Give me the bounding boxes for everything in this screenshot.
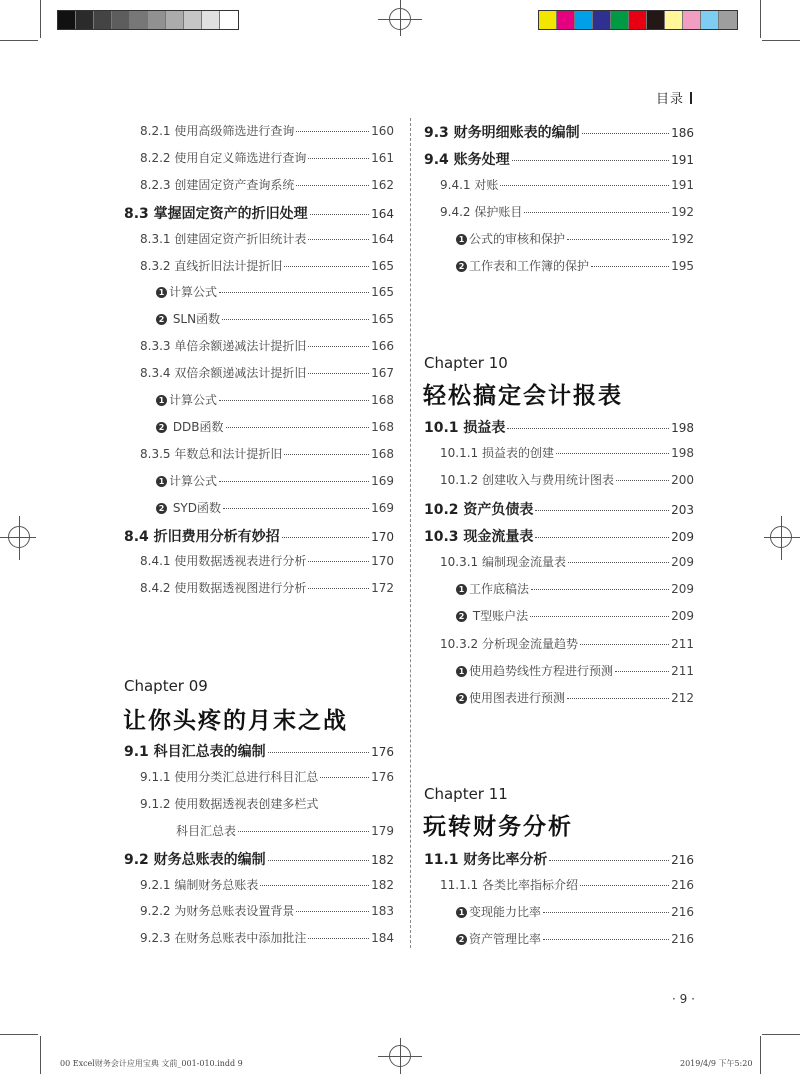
toc-page-number: 195 bbox=[671, 258, 694, 273]
toc-entry-label: 计算公式 bbox=[169, 285, 218, 300]
toc-entry-label: 8.3.3 单倍余额递减法计提折旧 bbox=[140, 339, 307, 354]
color-swatch bbox=[130, 11, 148, 29]
toc-entry bbox=[140, 579, 394, 596]
toc-entry bbox=[156, 283, 394, 300]
toc-entry bbox=[140, 122, 394, 139]
dot-leader bbox=[308, 346, 369, 347]
toc-entry bbox=[140, 230, 394, 247]
color-swatch bbox=[148, 11, 166, 29]
toc-page-number: 198 bbox=[671, 421, 694, 435]
toc-entry bbox=[456, 257, 694, 274]
toc-entry bbox=[140, 445, 394, 462]
toc-entry-label: 10.3.1 编制现金流量表 bbox=[440, 555, 566, 569]
toc-entry-label: 计算公式 bbox=[169, 473, 218, 488]
dot-leader bbox=[284, 454, 369, 455]
toc-entry bbox=[140, 876, 394, 893]
toc-entry bbox=[140, 176, 394, 193]
dot-leader bbox=[226, 427, 370, 428]
toc-page-number: 165 bbox=[371, 258, 394, 273]
toc-entry-label: 科目汇总表 bbox=[176, 823, 237, 838]
toc-entry-label: 8.3.2 直线折旧法计提折旧 bbox=[140, 258, 283, 273]
toc-page-number: 168 bbox=[371, 419, 394, 434]
dot-leader bbox=[580, 644, 669, 645]
toc-entry bbox=[156, 391, 394, 408]
dot-leader bbox=[296, 131, 369, 132]
dot-leader bbox=[222, 319, 369, 320]
toc-page-number: 209 bbox=[671, 529, 694, 544]
toc-entry-label: 10.1 损益表 bbox=[424, 420, 506, 436]
toc-page-number: 169 bbox=[371, 473, 394, 488]
chapter-title: 让你头疼的月末之战 bbox=[123, 708, 348, 734]
toc-page-number: 165 bbox=[371, 285, 394, 300]
dot-leader bbox=[580, 885, 669, 886]
toc-entry-label: 10.1.1 损益表的创建 bbox=[440, 446, 554, 461]
toc-entry-label: 9.1 科目汇总表的编制 bbox=[124, 744, 266, 760]
toc-entry bbox=[440, 553, 694, 570]
chapter-title: 玩转财务分析 bbox=[423, 814, 573, 840]
dot-leader bbox=[531, 589, 669, 590]
toc-page-number: 200 bbox=[671, 473, 694, 488]
toc-section-entry bbox=[424, 526, 694, 546]
dot-leader bbox=[219, 292, 369, 293]
dot-leader bbox=[268, 752, 369, 753]
dot-leader bbox=[543, 912, 669, 913]
toc-entry bbox=[140, 795, 394, 812]
dot-leader bbox=[284, 266, 369, 267]
slug-date: 2019/4/9 下午5:20 bbox=[680, 1059, 753, 1068]
toc-entry-label: 11.1.1 各类比率指标介绍 bbox=[440, 877, 578, 892]
dot-leader bbox=[535, 510, 669, 511]
toc-entry bbox=[176, 822, 394, 839]
dot-leader bbox=[582, 133, 669, 134]
section-title: 目录 bbox=[655, 92, 684, 107]
circled-number-icon: 2 bbox=[156, 503, 167, 514]
toc-entry bbox=[440, 876, 694, 893]
circled-number-icon: 1 bbox=[456, 666, 467, 677]
circled-number-icon: 1 bbox=[456, 234, 467, 245]
toc-entry bbox=[456, 230, 694, 247]
dot-leader bbox=[223, 508, 369, 509]
toc-section-entry bbox=[424, 849, 694, 869]
dot-leader bbox=[282, 537, 369, 538]
toc-entry-label: 9.1.1 使用分类汇总进行科目汇总 bbox=[140, 769, 319, 784]
toc-entry-label: 8.2.3 创建固定资产查询系统 bbox=[140, 177, 295, 192]
toc-entry-label: 公式的审核和保护 bbox=[469, 231, 566, 246]
toc-entry bbox=[140, 364, 394, 381]
grayscale-color-bar bbox=[57, 10, 239, 30]
toc-page-number: 211 bbox=[671, 663, 694, 678]
toc-page-number: 212 bbox=[671, 691, 694, 705]
toc-page-number: 176 bbox=[371, 745, 394, 759]
dot-leader bbox=[615, 671, 669, 672]
color-swatch bbox=[220, 11, 238, 29]
dot-leader bbox=[260, 885, 369, 886]
toc-page-number: 170 bbox=[371, 529, 394, 544]
toc-entry-label: 10.2 资产负债表 bbox=[424, 501, 534, 518]
toc-entry bbox=[156, 310, 394, 327]
toc-page-number: 216 bbox=[671, 931, 694, 946]
toc-page-number: 203 bbox=[671, 502, 694, 517]
dot-leader bbox=[535, 537, 669, 538]
toc-page-number: 162 bbox=[371, 177, 394, 192]
color-swatch bbox=[94, 11, 112, 29]
toc-page-number: 183 bbox=[371, 904, 394, 919]
toc-entry-label: 9.4.1 对账 bbox=[440, 177, 499, 192]
toc-entry-label: 变现能力比率 bbox=[469, 904, 542, 919]
dot-leader bbox=[549, 860, 669, 861]
toc-entry-label: 10.3 现金流量表 bbox=[424, 528, 534, 545]
chapter-label: Chapter 10 bbox=[424, 354, 508, 372]
color-swatch bbox=[575, 11, 593, 29]
circled-number-icon: 2 bbox=[156, 422, 167, 433]
toc-entry-label: 工作底稿法 bbox=[469, 582, 530, 597]
dot-leader bbox=[310, 214, 369, 215]
toc-entry-label: 9.2 财务总账表的编制 bbox=[124, 851, 266, 868]
color-swatch bbox=[166, 11, 184, 29]
toc-entry-label: SLN函数 bbox=[169, 312, 221, 327]
toc-entry bbox=[456, 930, 694, 947]
toc-entry bbox=[440, 176, 694, 193]
toc-page-number: 169 bbox=[371, 500, 394, 515]
header-bar bbox=[690, 92, 692, 104]
toc-entry bbox=[456, 903, 694, 920]
toc-entry-label: 计算公式 bbox=[169, 393, 218, 407]
toc-entry-label: 10.1.2 创建收入与费用统计图表 bbox=[440, 473, 614, 488]
toc-entry-label: 9.4 账务处理 bbox=[424, 151, 510, 168]
toc-page-number: 164 bbox=[371, 206, 394, 221]
toc-page-number: 191 bbox=[671, 152, 694, 167]
toc-section-entry bbox=[424, 499, 694, 519]
dot-leader bbox=[524, 212, 669, 213]
toc-section-entry bbox=[424, 149, 694, 169]
toc-entry bbox=[140, 902, 394, 919]
toc-page-number: 191 bbox=[671, 177, 694, 192]
toc-entry-label: 8.2.1 使用高级筛选进行查询 bbox=[140, 124, 295, 138]
toc-entry-label: 9.1.2 使用数据透视表创建多栏式 bbox=[140, 796, 319, 811]
toc-entry bbox=[156, 472, 394, 489]
toc-page-number: 179 bbox=[371, 823, 394, 838]
color-swatch bbox=[202, 11, 220, 29]
circled-number-icon: 2 bbox=[456, 261, 467, 272]
dot-leader bbox=[219, 481, 369, 482]
toc-page-number: 182 bbox=[371, 877, 394, 892]
toc-entry bbox=[456, 689, 694, 706]
toc-page-number: 176 bbox=[371, 769, 394, 784]
dot-leader bbox=[568, 562, 669, 563]
toc-page-number: 211 bbox=[671, 636, 694, 651]
toc-entry-label: 工作表和工作簿的保护 bbox=[469, 258, 590, 273]
circled-number-icon: 1 bbox=[456, 907, 467, 918]
toc-entry-label: 9.2.2 为财务总账表设置背景 bbox=[140, 904, 295, 919]
toc-page-number: 182 bbox=[371, 852, 394, 867]
toc-entry bbox=[456, 607, 694, 624]
toc-section-entry bbox=[124, 741, 394, 761]
toc-page-number: 184 bbox=[371, 931, 394, 946]
color-swatch bbox=[665, 11, 683, 29]
color-swatch bbox=[647, 11, 665, 29]
toc-page-number: 192 bbox=[671, 231, 694, 246]
toc-page-number: 164 bbox=[371, 231, 394, 246]
toc-entry-label: 11.1 财务比率分析 bbox=[424, 852, 548, 868]
dot-leader bbox=[591, 266, 669, 267]
toc-page-number: 186 bbox=[671, 126, 694, 140]
toc-entry-label: T型账户法 bbox=[469, 609, 529, 624]
dot-leader bbox=[567, 698, 669, 699]
toc-entry bbox=[140, 257, 394, 274]
toc-page-number: 160 bbox=[371, 124, 394, 138]
toc-page-number: 216 bbox=[671, 853, 694, 867]
toc-entry bbox=[440, 635, 694, 652]
toc-section-entry bbox=[424, 417, 694, 437]
toc-entry-label: 9.3 财务明细账表的编制 bbox=[424, 125, 580, 141]
toc-entry-label: 8.3.4 双倍余额递减法计提折旧 bbox=[140, 366, 307, 381]
circled-number-icon: 2 bbox=[456, 693, 467, 704]
toc-page-number: 172 bbox=[371, 581, 394, 596]
toc-page-number: 192 bbox=[671, 204, 694, 219]
toc-entry bbox=[140, 768, 394, 785]
toc-page-number: 198 bbox=[671, 446, 694, 461]
dot-leader bbox=[296, 185, 369, 186]
color-swatch bbox=[611, 11, 629, 29]
circled-number-icon: 2 bbox=[456, 934, 467, 945]
dot-leader bbox=[556, 453, 669, 454]
dot-leader bbox=[308, 561, 369, 562]
toc-entry bbox=[456, 580, 694, 597]
circled-number-icon: 1 bbox=[156, 287, 167, 298]
toc-entry bbox=[440, 471, 694, 488]
color-swatch bbox=[76, 11, 94, 29]
chapter-label: Chapter 11 bbox=[424, 785, 508, 803]
toc-page-number: 216 bbox=[671, 877, 694, 892]
toc-section-entry bbox=[124, 203, 394, 223]
toc-entry-label: 9.2.1 编制财务总账表 bbox=[140, 877, 259, 892]
dot-leader bbox=[616, 480, 669, 481]
color-swatch bbox=[184, 11, 202, 29]
dot-leader bbox=[308, 158, 369, 159]
circled-number-icon: 1 bbox=[156, 476, 167, 487]
circled-number-icon: 1 bbox=[456, 584, 467, 595]
dot-leader bbox=[500, 185, 669, 186]
color-swatch bbox=[683, 11, 701, 29]
toc-section-entry bbox=[424, 122, 694, 142]
toc-entry bbox=[140, 337, 394, 354]
cmyk-color-bar bbox=[538, 10, 738, 30]
toc-entry-label: 8.3.5 年数总和法计提折旧 bbox=[140, 446, 283, 461]
dot-leader bbox=[308, 588, 369, 589]
dot-leader bbox=[308, 239, 369, 240]
chapter-label: Chapter 09 bbox=[124, 677, 208, 695]
column-divider bbox=[410, 118, 411, 948]
toc-entry-label: SYD函数 bbox=[169, 500, 222, 515]
dot-leader bbox=[268, 860, 369, 861]
color-swatch bbox=[557, 11, 575, 29]
toc-entry-label: 8.4.1 使用数据透视表进行分析 bbox=[140, 554, 307, 569]
toc-page-number: 170 bbox=[371, 554, 394, 569]
toc-page-number: 209 bbox=[671, 609, 694, 624]
toc-section-entry bbox=[124, 526, 394, 546]
color-swatch bbox=[701, 11, 719, 29]
dot-leader bbox=[567, 239, 669, 240]
slug-filename: 00 Excel财务会计应用宝典 文前_001-010.indd 9 bbox=[60, 1059, 243, 1068]
toc-entry bbox=[440, 444, 694, 461]
toc-page-number: 209 bbox=[671, 555, 694, 569]
toc-entry bbox=[140, 149, 394, 166]
color-swatch bbox=[58, 11, 76, 29]
toc-page-number: 209 bbox=[671, 582, 694, 597]
circled-number-icon: 1 bbox=[156, 395, 167, 406]
dot-leader bbox=[320, 777, 369, 778]
circled-number-icon: 2 bbox=[156, 314, 167, 325]
toc-entry-label: 9.2.3 在财务总账表中添加批注 bbox=[140, 931, 307, 946]
toc-entry-label: 8.3.1 创建固定资产折旧统计表 bbox=[140, 231, 307, 246]
dot-leader bbox=[543, 939, 669, 940]
toc-entry-label: 8.3 掌握固定资产的折旧处理 bbox=[124, 205, 308, 222]
toc-entry-label: DDB函数 bbox=[169, 419, 224, 434]
toc-entry bbox=[456, 662, 694, 679]
color-swatch bbox=[719, 11, 737, 29]
toc-entry-label: 8.4.2 使用数据透视图进行分析 bbox=[140, 581, 307, 596]
toc-entry bbox=[140, 929, 394, 946]
toc-entry-label: 使用趋势线性方程进行预测 bbox=[469, 663, 614, 678]
dot-leader bbox=[507, 428, 669, 429]
page-number: · 9 · bbox=[672, 992, 695, 1006]
color-swatch bbox=[629, 11, 647, 29]
dot-leader bbox=[512, 160, 669, 161]
toc-entry bbox=[156, 499, 394, 516]
color-swatch bbox=[593, 11, 611, 29]
color-swatch bbox=[112, 11, 130, 29]
toc-section-entry bbox=[124, 849, 394, 869]
color-swatch bbox=[539, 11, 557, 29]
toc-entry-label: 8.2.2 使用自定义筛选进行查询 bbox=[140, 150, 307, 165]
dot-leader bbox=[308, 373, 369, 374]
toc-entry-label: 使用图表进行预测 bbox=[469, 691, 566, 705]
toc-page-number: 216 bbox=[671, 904, 694, 919]
toc-page-number: 168 bbox=[371, 446, 394, 461]
toc-page-number: 167 bbox=[371, 366, 394, 381]
toc-page-number: 165 bbox=[371, 312, 394, 327]
circled-number-icon: 2 bbox=[456, 611, 467, 622]
dot-leader bbox=[296, 911, 369, 912]
toc-entry bbox=[440, 203, 694, 220]
toc-entry-label: 8.4 折旧费用分析有妙招 bbox=[124, 528, 280, 545]
toc-entry-label: 资产管理比率 bbox=[469, 931, 542, 946]
dot-leader bbox=[308, 938, 369, 939]
toc-entry-label: 9.4.2 保护账目 bbox=[440, 204, 523, 219]
toc-entry bbox=[156, 418, 394, 435]
toc-page-number: 168 bbox=[371, 393, 394, 407]
toc-entry bbox=[140, 552, 394, 569]
toc-page-number: 166 bbox=[371, 339, 394, 354]
toc-entry-label: 10.3.2 分析现金流量趋势 bbox=[440, 636, 578, 651]
dot-leader bbox=[219, 400, 369, 401]
running-head bbox=[656, 88, 692, 107]
dot-leader bbox=[530, 616, 669, 617]
dot-leader bbox=[238, 831, 369, 832]
toc-page-number: 161 bbox=[371, 150, 394, 165]
chapter-title: 轻松搞定会计报表 bbox=[423, 383, 623, 409]
